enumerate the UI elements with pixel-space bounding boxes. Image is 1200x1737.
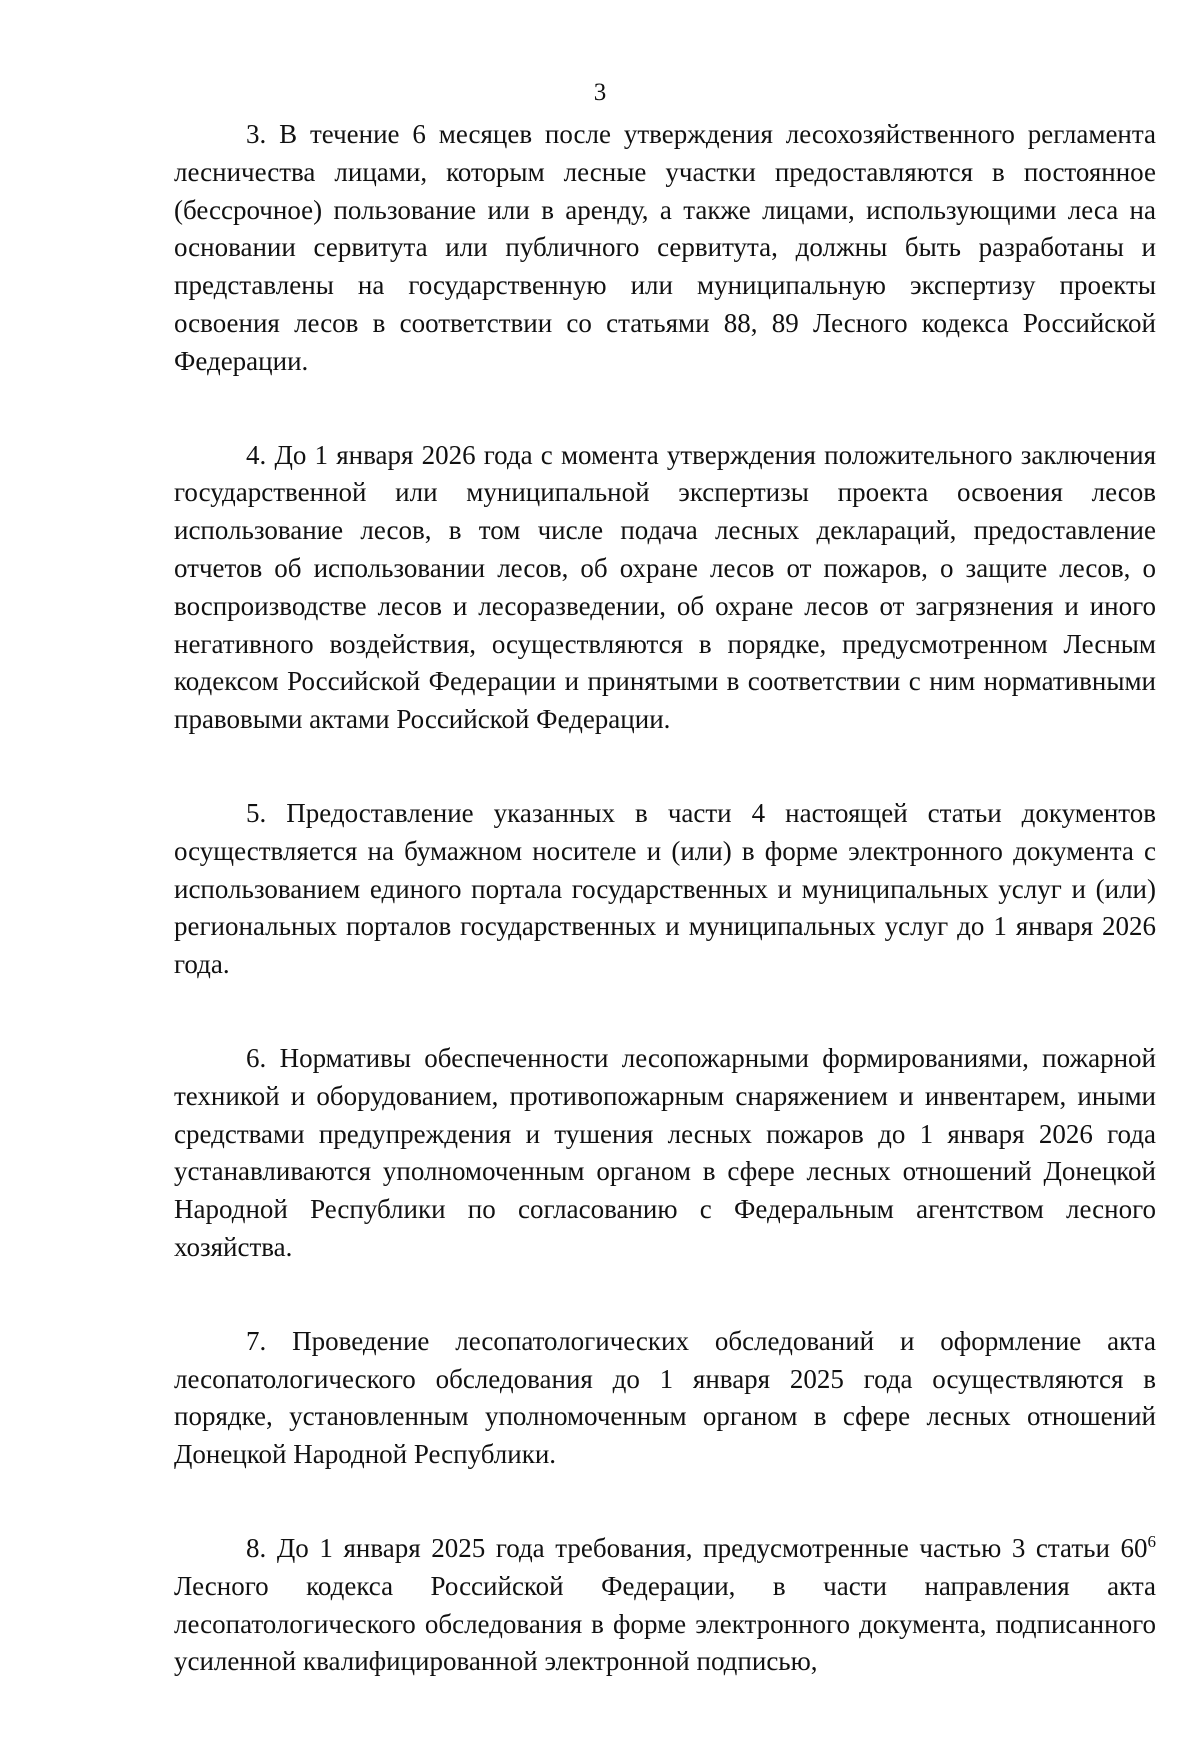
paragraph-3: 3. В течение 6 месяцев после утверждения лесохозяйственного регламента лесничества лицами, которым лесные участки предоставляются в постоянное (бессрочное) пользование или в аренду, а также лицами, использующими леса на основании сервитута или публичного сервитута, должны быть разработаны и представлены на государственную или муниципальную экспертизу проекты освоения лесов в соответствии со статьями 88, 89 Лесного кодекса Российской Федерации. — [174, 119, 1156, 376]
paragraph-7: 7. Проведение лесопатологических обследований и оформление акта лесопатологического обследования до 1 января 2025 года осуществляются в порядке, установленным уполномоченным органом в сфере лесных отношений Донецкой Народной Республики. — [174, 1325, 1156, 1470]
paragraph-8 — [174, 1530, 1156, 1681]
paragraph-6: 6. Нормативы обеспеченности лесопожарными формированиями, пожарной техникой и оборудованием, противопожарным снаряжением и инвентарем, иными средствами предупреждения и тушения лесных пожаров до 1 января 2026 года устанавливаются уполномоченным органом в сфере лесных отношений Донецкой Народной Республики по согласованию с Федеральным агентством лесного хозяйства. — [174, 1042, 1156, 1262]
paragraph-8-text-after: Лесного кодекса Российской Федерации, в части направления акта лесопатологического обследования в форме электронного документа, подписанного усиленной квалифицированной электронной подписью, — [174, 1570, 1156, 1677]
paragraph-8-text-before: 8. До 1 января 2025 года требования, предусмотренные частью 3 статьи 60 — [246, 1532, 1148, 1563]
paragraph-5: 5. Предоставление указанных в части 4 настоящей статьи документов осуществляется на бумажном носителе и (или) в форме электронного документа с использованием единого портала государственных и муниципальных услуг и (или) региональных порталов государственных и муниципальных услуг до 1 января 2026 года. — [174, 797, 1156, 980]
document-body — [174, 116, 1156, 1737]
page-number: 3 — [593, 79, 607, 106]
paragraph-4: 4. До 1 января 2026 года с момента утверждения положительного заключения государственной или муниципальной экспертизы проекта освоения лесов использование лесов, в том числе подача лесных деклараций, предоставление отчетов об использовании лесов, об охране лесов от пожаров, о защите лесов, о воспроизводстве лесов и лесоразведении, об охране лесов от загрязнения и иного негативного воздействия, осуществляются в порядке, предусмотренном Лесным кодексом Российской Федерации и принятыми в соответствии с ним нормативными правовыми актами Российской Федерации. — [174, 439, 1156, 735]
paragraph-8-superscript: 6 — [1147, 1531, 1156, 1551]
